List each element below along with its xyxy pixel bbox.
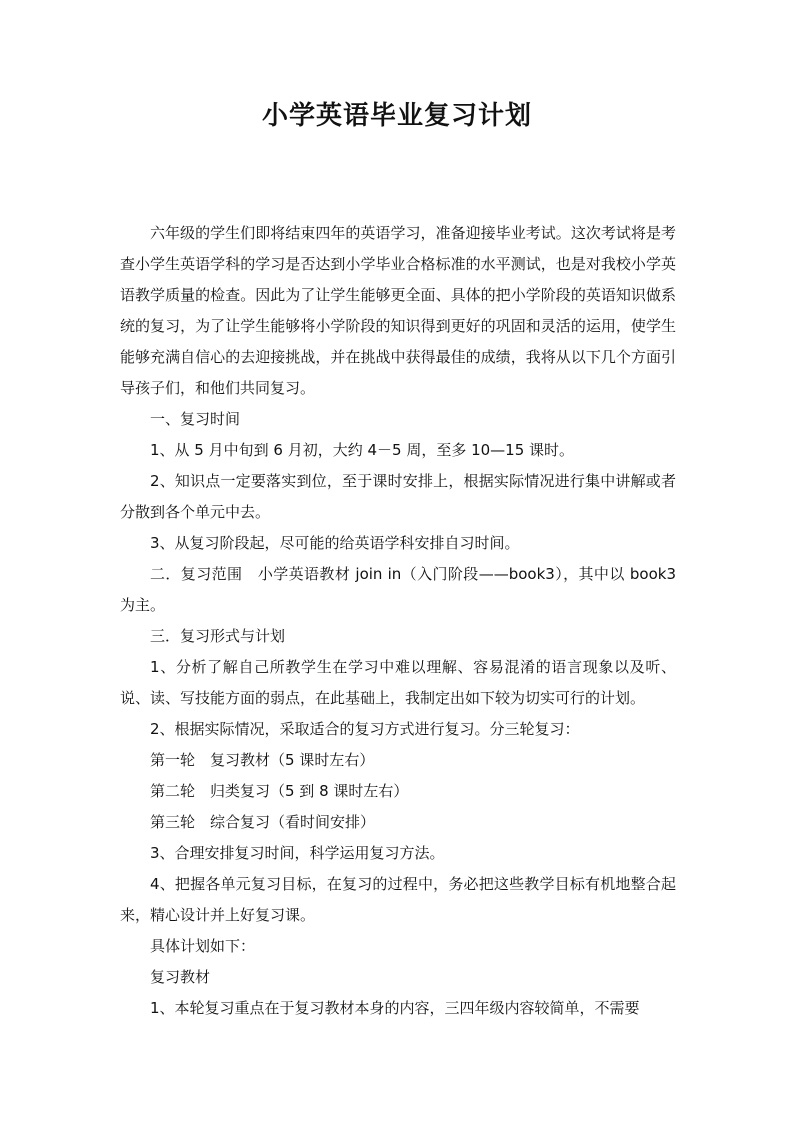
paragraph-round-3: 第三轮 综合复习（看时间安排） (150, 813, 376, 831)
paragraph-form-1: 1、分析了解自己所教学生在学习中难以理解、容易混淆的语言现象以及听、说、读、写技能方面的弱点，在此基础上，我制定出如下较为切实可行的计划。 (120, 658, 676, 707)
paragraph-form-2: 2、根据实际情况，采取适合的复习方式进行复习。分三轮复习： (150, 720, 580, 738)
heading-review-scope: 二．复习范围 小学英语教材 join in（入门阶段——book3），其中以 book3 为主。 (120, 565, 676, 614)
paragraph-textbook-1: 1、本轮复习重点在于复习教材本身的内容，三四年级内容较简单，不需要 (150, 999, 640, 1017)
paragraph-round-2: 第二轮 归类复习（5 到 8 课时左右） (150, 782, 409, 800)
heading-review-form: 三．复习形式与计划 (150, 627, 286, 645)
document-title: 小学英语毕业复习计划 (261, 101, 532, 131)
heading-review-time: 一、复习时间 (150, 410, 241, 428)
paragraph-plan-intro: 具体计划如下： (150, 937, 256, 955)
paragraph-form-4: 4、把握各单元复习目标，在复习的过程中，务必把这些教学目标有机地整合起来，精心设计并上好复习课。 (120, 875, 676, 924)
paragraph-intro: 六年级的学生们即将结束四年的英语学习，准备迎接毕业考试。这次考试将是考查小学生英语学科的学习是否达到小学毕业合格标准的水平测试，也是对我校小学英语教学质量的检查。因此为了让学生能够更全面、具体的把小学阶段的英语知识做系统的复习，为了让学生能够将小学阶段的知识得到更好的巩固和灵活的运用，使学生能够充满自信心的去迎接挑战，并在挑战中获得最佳的成绩，我将从以下几个方面引导孩子们，和他们共同复习。 (120, 224, 676, 397)
document-body (120, 218, 676, 1024)
paragraph-round-1: 第一轮 复习教材（5 课时左右） (150, 751, 375, 769)
paragraph-form-3: 3、合理安排复习时间，科学运用复习方法。 (150, 844, 445, 862)
paragraph-time-2: 2、知识点一定要落实到位，至于课时安排上，根据实际情况进行集中讲解或者分散到各个单元中去。 (120, 472, 676, 521)
heading-review-textbook: 复习教材 (150, 968, 211, 986)
paragraph-time-3: 3、从复习阶段起，尽可能的给英语学科安排自习时间。 (150, 534, 520, 552)
paragraph-time-1: 1、从 5 月中旬到 6 月初，大约 4－5 周，至多 10—15 课时。 (150, 441, 575, 459)
